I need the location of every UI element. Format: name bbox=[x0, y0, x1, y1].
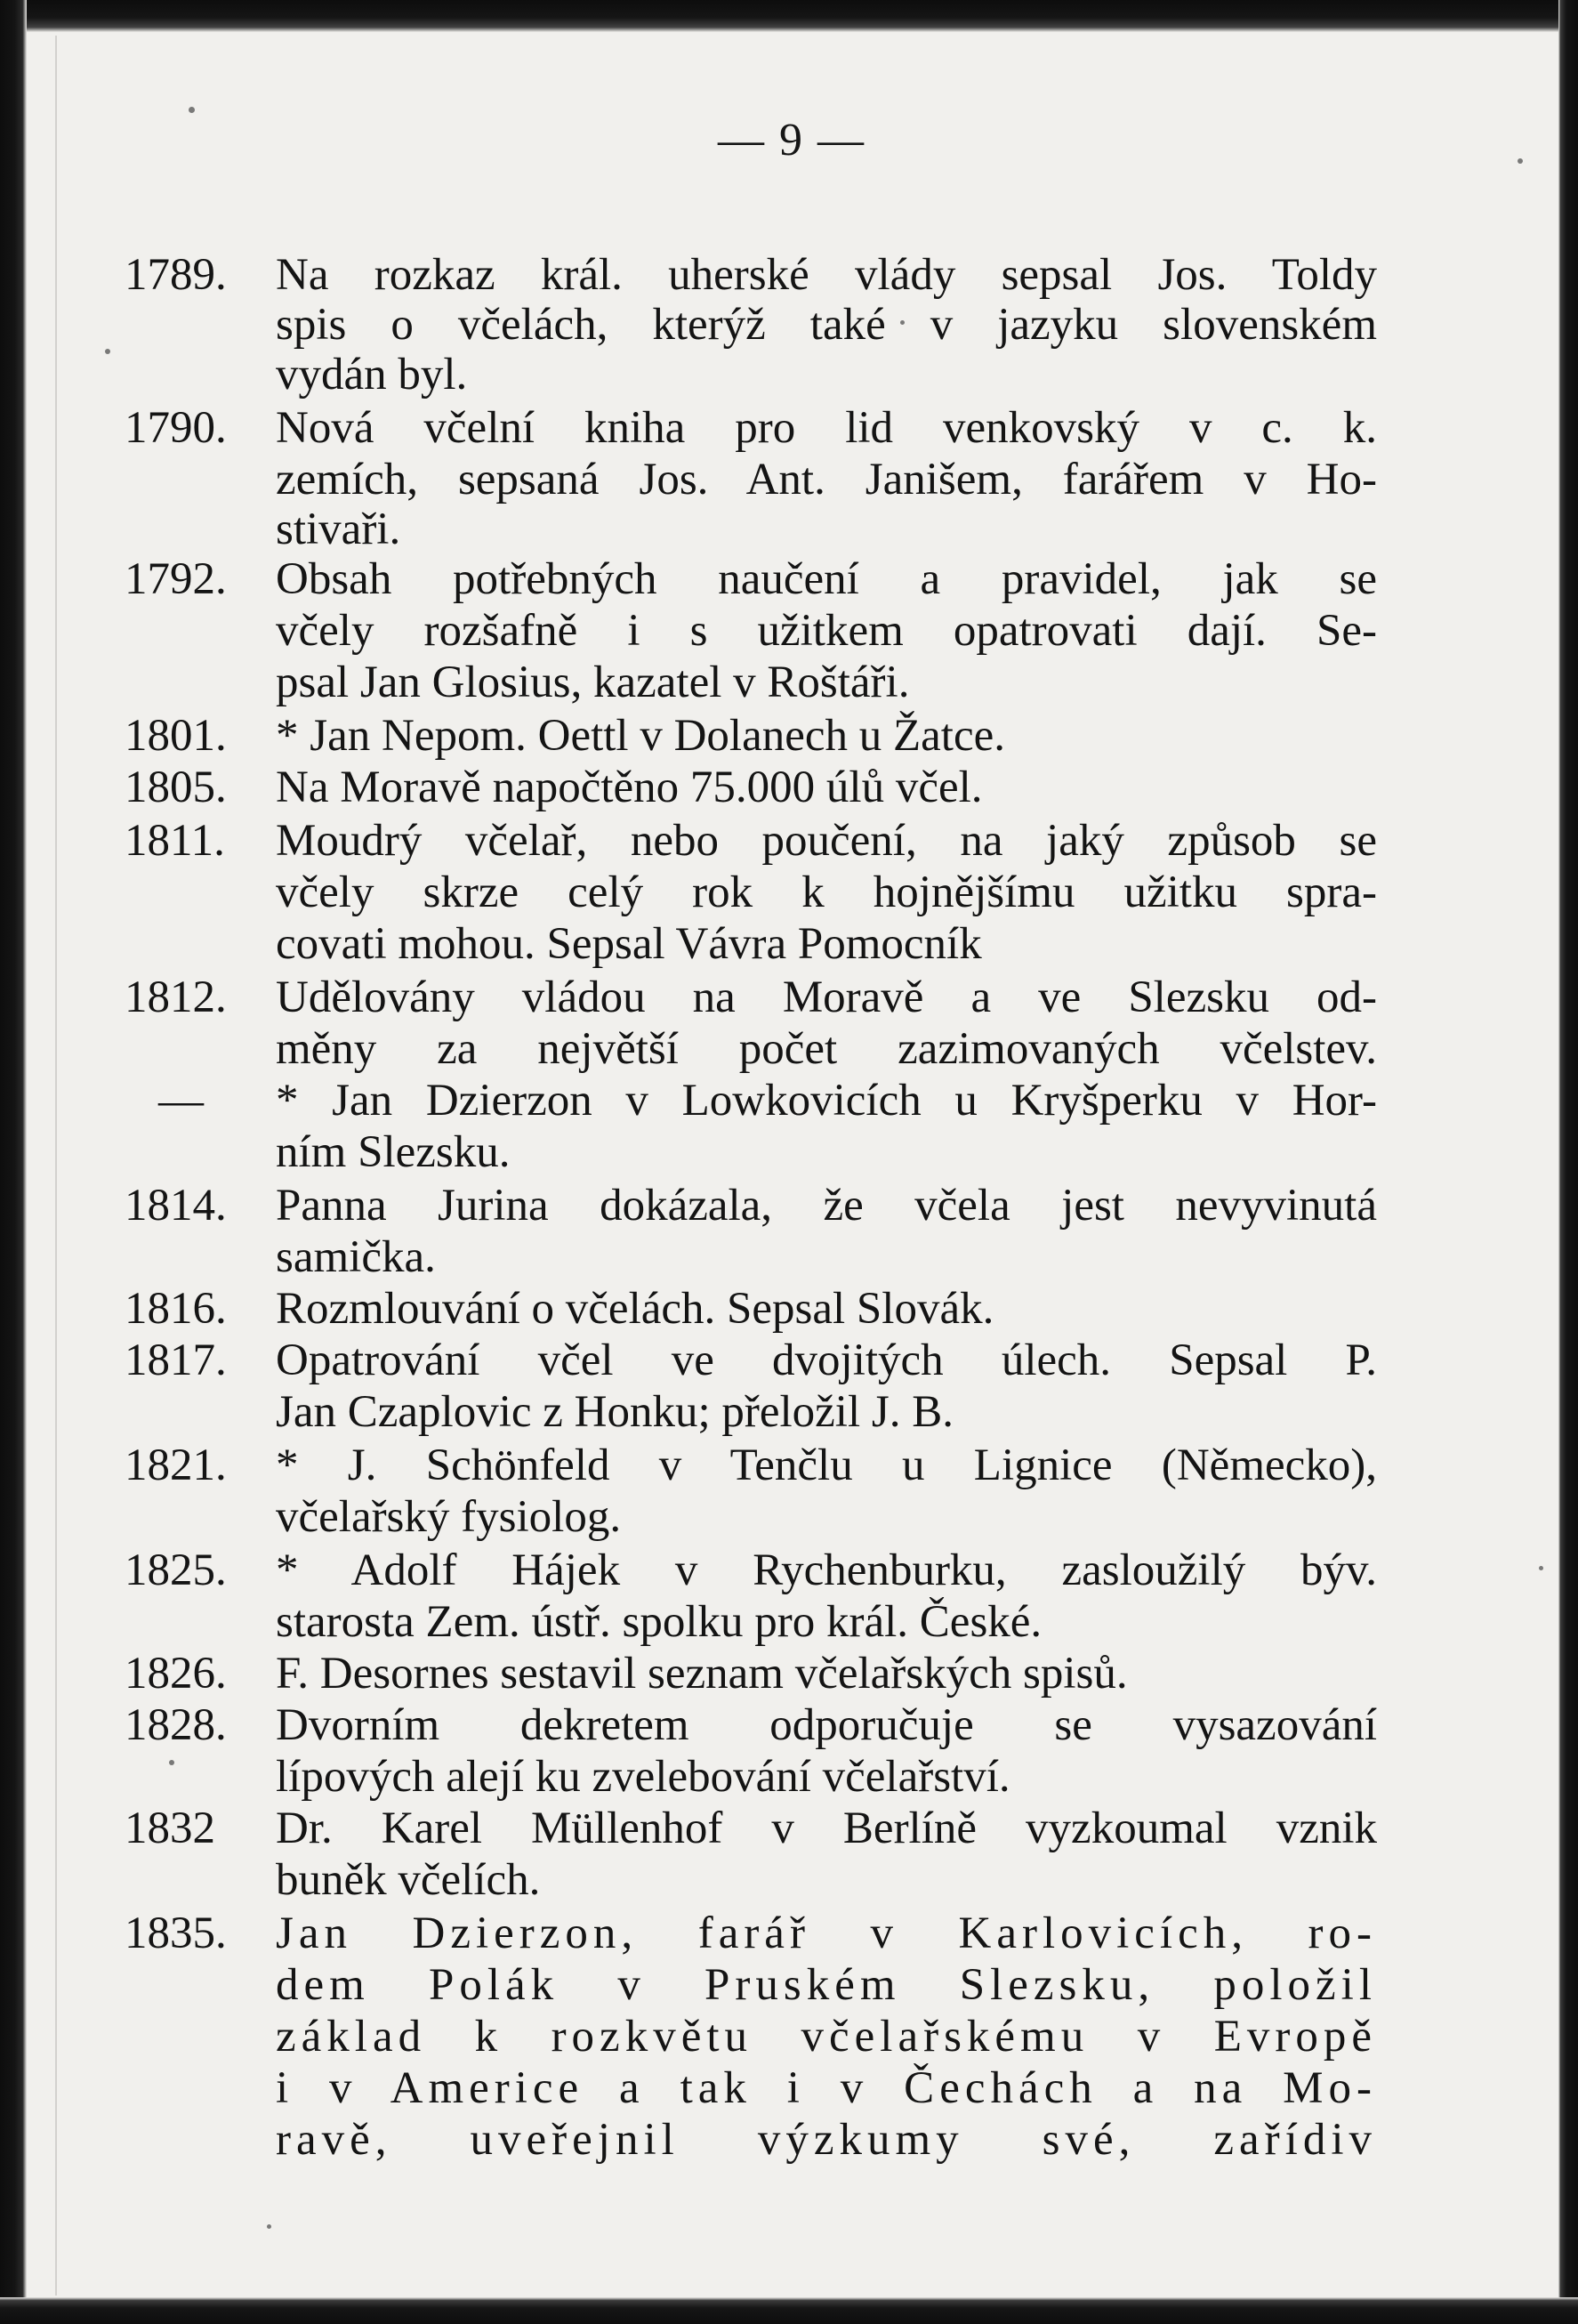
entry-text-line: Panna Jurina dokázala, že včela jest nevyvinutá bbox=[276, 1181, 1377, 1231]
entry-text-line: samička. bbox=[276, 1232, 436, 1282]
entry-year: 1789. bbox=[125, 250, 227, 300]
entry-text-line: Opatrování včel ve dvojitých úlech. Sepsal P. bbox=[276, 1335, 1377, 1385]
entry-text-line: Na Moravě napočtěno 75.000 úlů včel. bbox=[276, 763, 983, 812]
entry-text-line: stivaři. bbox=[276, 504, 401, 554]
entry-year: 1792. bbox=[125, 554, 227, 604]
entry-year: 1835. bbox=[125, 1908, 227, 1958]
entry-text-line: Obsah potřebných naučení a pravidel, jak se bbox=[276, 554, 1377, 604]
entry-year-dash: — bbox=[158, 1076, 204, 1126]
entry-year: 1801. bbox=[125, 711, 227, 761]
entry-text-line: i v Americe a tak i v Čechách a na Mo- bbox=[276, 2063, 1377, 2113]
entry-text-line: * Adolf Hájek v Rychenburku, zasloužilý býv. bbox=[276, 1545, 1377, 1595]
entry-text-line: covati mohou. Sepsal Vávra Pomocník bbox=[276, 919, 982, 969]
entry-text-line: Udělovány vládou na Moravě a ve Slezsku od- bbox=[276, 972, 1377, 1022]
entry-text-line: dem Polák v Pruském Slezsku, položil bbox=[276, 1960, 1377, 2010]
entry-year: 1816. bbox=[125, 1284, 227, 1334]
entry-text-line: Nová včelní kniha pro lid venkovský v c. k. bbox=[276, 403, 1377, 453]
entry-year: 1790. bbox=[125, 403, 227, 453]
entry-text-line: * Jan Dzierzon v Lowkovicích u Kryšperku v Hor- bbox=[276, 1076, 1377, 1126]
entry-text-line: včely skrze celý rok k hojnějšímu užitku spra- bbox=[276, 867, 1377, 917]
entry-text-line: ním Slezsku. bbox=[276, 1127, 511, 1177]
entry-year: 1817. bbox=[125, 1335, 227, 1385]
entry-year: 1812. bbox=[125, 972, 227, 1022]
entry-text-line: zemích, sepsaná Jos. Ant. Janišem, farářem v Ho- bbox=[276, 455, 1377, 504]
entry-text-line: psal Jan Glosius, kazatel v Roštáři. bbox=[276, 658, 910, 707]
entry-text-line: ravě, uveřejnil výzkumy své, zařídiv bbox=[276, 2115, 1377, 2165]
entry-text-line: základ k rozkvětu včelařskému v Evropě bbox=[276, 2012, 1377, 2062]
entry-text-line: měny za největší počet zazimovaných včelstev. bbox=[276, 1024, 1377, 1074]
entry-year: 1805. bbox=[125, 763, 227, 812]
entry-text-line: F. Desornes sestavil seznam včelařských spisů. bbox=[276, 1649, 1128, 1699]
entry-text-line: * Jan Nepom. Oettl v Dolanech u Žatce. bbox=[276, 711, 1005, 761]
entry-text-line: včelařský fysiolog. bbox=[276, 1492, 622, 1542]
entry-year: 1821. bbox=[125, 1440, 227, 1490]
entry-text-line: včely rozšafně i s užitkem opatrovati dají. Se- bbox=[276, 606, 1377, 656]
entry-text-line: buněk včelích. bbox=[276, 1855, 541, 1905]
entry-text-line: Jan Czaplovic z Honku; přeložil J. B. bbox=[276, 1387, 954, 1437]
entry-year: 1825. bbox=[125, 1545, 227, 1595]
entry-year: 1828. bbox=[125, 1700, 227, 1750]
entry-text-line: Dvorním dekretem odporučuje se vysazování bbox=[276, 1700, 1377, 1750]
entry-text-line: Moudrý včelař, nebo poučení, na jaký způsob se bbox=[276, 816, 1377, 866]
entry-text-line: starosta Zem. ústř. spolku pro král. České. bbox=[276, 1597, 1043, 1647]
entry-text-line: * J. Schönfeld v Tenčlu u Lignice (Německo), bbox=[276, 1440, 1377, 1490]
entry-text-line: Jan Dzierzon, farář v Karlovicích, ro- bbox=[276, 1908, 1377, 1958]
entry-year: 1814. bbox=[125, 1181, 227, 1231]
entry-text-line: Na rozkaz král. uherské vlády sepsal Jos. Toldy bbox=[276, 250, 1377, 300]
entry-text-line: Rozmlouvání o včelách. Sepsal Slovák. bbox=[276, 1284, 994, 1334]
entry-text-line: spis o včelách, kterýž také v jazyku slovenském bbox=[276, 300, 1377, 350]
entry-text-line: Dr. Karel Müllenhof v Berlíně vyzkoumal vznik bbox=[276, 1804, 1377, 1853]
entry-year: 1811. bbox=[125, 816, 225, 866]
entry-text-line: lípových alejí ku zvelebování včelařství. bbox=[276, 1752, 1010, 1802]
entry-year: 1826. bbox=[125, 1649, 227, 1699]
entry-text-line: vydán byl. bbox=[276, 350, 468, 399]
entry-year: 1832 bbox=[125, 1804, 215, 1853]
page-number: — 9 — bbox=[718, 115, 865, 165]
